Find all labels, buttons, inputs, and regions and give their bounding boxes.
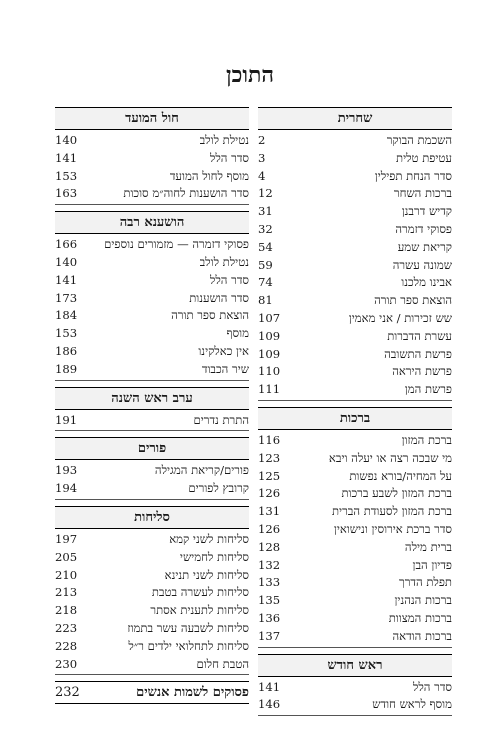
section-entry-list <box>55 529 249 675</box>
toc-entry-page-number: 218 <box>55 603 78 618</box>
toc-entry[interactable] <box>55 413 249 431</box>
toc-entry[interactable] <box>55 621 249 639</box>
section-heading <box>55 681 249 704</box>
toc-entry[interactable] <box>258 680 452 698</box>
toc-entry[interactable] <box>55 186 249 204</box>
toc-entry[interactable] <box>258 169 452 187</box>
toc-entry[interactable] <box>55 362 249 380</box>
toc-entry-label: אין כאלקינו <box>198 343 249 358</box>
toc-entry-label: פרשת היראה <box>392 364 452 379</box>
toc-entry-label: ברכות הנהנין <box>394 593 452 608</box>
toc-entry-page-number: 213 <box>55 585 78 600</box>
toc-entry-label: תפלת הדרך <box>399 575 452 590</box>
toc-section <box>55 211 249 380</box>
toc-entry[interactable] <box>258 258 452 276</box>
section-entry-list <box>55 130 249 205</box>
toc-entry-page-number: 210 <box>55 567 78 582</box>
toc-entry-page-number: 186 <box>55 343 78 358</box>
toc-entry-page-number: 163 <box>55 186 78 201</box>
toc-entry-page-number: 166 <box>55 237 78 252</box>
toc-entry[interactable] <box>258 593 452 611</box>
toc-entry-page-number: 132 <box>258 557 281 572</box>
toc-section <box>55 437 249 500</box>
toc-entry-page-number: 140 <box>55 254 78 269</box>
toc-entry-label: סדר הושענות <box>189 290 249 305</box>
section-entry-list <box>258 677 452 717</box>
toc-entry-page-number: 111 <box>258 382 281 397</box>
toc-entry-label: סליחות לתענית אסתר <box>150 603 249 618</box>
toc-entry-page-number: 230 <box>55 656 78 671</box>
toc-entry[interactable] <box>258 433 452 451</box>
toc-entry[interactable] <box>258 504 452 522</box>
toc-entry[interactable] <box>55 603 249 621</box>
section-heading: שחרית <box>258 107 452 130</box>
toc-entry-page-number: 2 <box>258 133 266 147</box>
toc-entry[interactable] <box>55 481 249 499</box>
toc-entry-label: ברכת המזון <box>401 432 452 447</box>
toc-section <box>55 107 249 205</box>
toc-entry-label: השכמת הבוקר <box>386 133 452 147</box>
toc-section <box>55 387 249 432</box>
section-heading: חול המועד <box>55 107 249 130</box>
toc-column-left <box>55 107 249 710</box>
toc-section <box>55 681 249 704</box>
toc-entry-page-number: 4 <box>258 168 266 183</box>
toc-entry-label: קריאת שמע <box>397 239 452 254</box>
toc-entry-page-number: 3 <box>258 150 266 165</box>
toc-entry[interactable] <box>258 222 452 240</box>
toc-entry[interactable] <box>258 558 452 576</box>
toc-entry-label: סליחות לשבעה עשר בתמוז <box>127 620 249 635</box>
toc-entry-page-number: 126 <box>258 486 281 501</box>
toc-entry-label: פדיון הבן <box>412 557 452 572</box>
toc-entry-label: עטיפת טלית <box>396 150 452 165</box>
toc-entry[interactable] <box>55 273 249 291</box>
toc-entry-label: ברכת המזון לשבע ברכות <box>341 486 452 501</box>
toc-entry[interactable] <box>258 486 452 504</box>
toc-entry[interactable] <box>55 532 249 550</box>
toc-entry-page-number: 109 <box>258 346 281 361</box>
toc-section <box>258 407 452 648</box>
toc-entry[interactable] <box>55 639 249 657</box>
toc-entry[interactable] <box>258 240 452 258</box>
toc-entry[interactable] <box>55 463 249 481</box>
toc-entry-page-number: 123 <box>258 450 281 465</box>
toc-entry[interactable] <box>258 133 452 151</box>
toc-entry-label: סדר הלל <box>209 272 249 287</box>
section-entry-list <box>55 410 249 432</box>
toc-entry[interactable] <box>55 169 249 187</box>
toc-entry-label: אבינו מלכנו <box>401 275 452 290</box>
toc-entry-page-number: 135 <box>258 593 281 608</box>
toc-entry[interactable] <box>55 326 249 344</box>
toc-entry-label: שש זכירות / אני מאמין <box>348 310 452 325</box>
toc-entry-label: סליחות לחמישי <box>179 549 249 564</box>
toc-entry[interactable] <box>55 255 249 273</box>
toc-entry-label: עשרת הדברות <box>387 328 452 343</box>
section-entry-list <box>55 234 249 380</box>
toc-entry-label: שיר הכבוד <box>201 361 249 376</box>
toc-entry-label: פסוקי דזמרה — מזמורים נוספים <box>104 237 249 252</box>
toc-entry[interactable] <box>258 522 452 540</box>
toc-entry-label: ברית מילה <box>404 539 452 554</box>
toc-entry[interactable] <box>258 540 452 558</box>
toc-entry[interactable] <box>258 451 452 469</box>
toc-entry[interactable] <box>258 329 452 347</box>
toc-section <box>55 506 249 675</box>
section-heading: הושענא רבה <box>55 211 249 234</box>
toc-entry[interactable] <box>258 697 452 715</box>
section-entry-list <box>55 460 249 500</box>
toc-entry-label: הטבת חלום <box>196 656 249 671</box>
toc-entry-label: שמונה עשרה <box>392 257 452 272</box>
toc-entry[interactable] <box>258 611 452 629</box>
toc-entry-page-number: 74 <box>258 275 273 290</box>
toc-entry-page-number: 116 <box>258 432 281 447</box>
toc-entry-page-number: 173 <box>55 290 78 305</box>
toc-entry-page-number: 125 <box>258 468 281 483</box>
toc-entry-label: ברכות המצוות <box>388 610 452 625</box>
toc-entry-page-number: 223 <box>55 620 78 635</box>
section-heading: ראש חודש <box>258 654 452 677</box>
toc-entry-page-number: 197 <box>55 531 78 546</box>
toc-entry-page-number: 109 <box>258 328 281 343</box>
toc-entry[interactable] <box>258 469 452 487</box>
toc-entry-label: פרשת התשובה <box>384 346 452 361</box>
toc-entry-page-number: 191 <box>55 412 78 427</box>
toc-entry[interactable] <box>258 364 452 382</box>
toc-entry-page-number: 54 <box>258 239 273 254</box>
section-heading: סליחות <box>55 506 249 529</box>
toc-entry-page-number: 141 <box>55 272 78 287</box>
section-entry-list <box>258 130 452 401</box>
toc-entry-page-number: 59 <box>258 257 273 272</box>
toc-entry[interactable] <box>258 293 452 311</box>
toc-entry-page-number: 131 <box>258 504 281 519</box>
toc-entry[interactable] <box>55 308 249 326</box>
toc-entry[interactable] <box>55 291 249 309</box>
toc-entry-page-number: 141 <box>258 679 281 694</box>
toc-entry-page-number: 184 <box>55 308 78 323</box>
toc-entry-page-number: 205 <box>55 549 78 564</box>
toc-entry-page-number: 12 <box>258 186 273 201</box>
toc-entry[interactable] <box>55 568 249 586</box>
toc-entry-page-number: 137 <box>258 628 281 643</box>
toc-entry-label: סליחות לעשרה בטבת <box>151 585 249 600</box>
toc-entry-label: סדר ברכת אירוסין ונישואין <box>333 521 452 536</box>
toc-entry-page-number: 153 <box>55 168 78 183</box>
section-heading-label: פסוקים לשמות אנשים <box>136 685 249 701</box>
toc-entry[interactable] <box>55 657 249 675</box>
toc-entry-page-number: 141 <box>55 150 78 165</box>
toc-entry-label: מוסף לראש חודש <box>372 697 452 712</box>
toc-entry-page-number: 126 <box>258 521 281 536</box>
toc-entry-label: סליחות לשני תנינא <box>164 567 249 582</box>
toc-section <box>258 107 452 401</box>
toc-entry[interactable] <box>258 629 452 647</box>
toc-entry-page-number: 128 <box>258 539 281 554</box>
toc-entry-page-number: 194 <box>55 481 78 496</box>
section-entry-list <box>258 430 452 648</box>
toc-entry-label: על המחיה/בורא נפשות <box>349 468 452 483</box>
section-heading: פורים <box>55 437 249 460</box>
toc-entry[interactable] <box>258 382 452 400</box>
toc-entry[interactable] <box>258 151 452 169</box>
toc-entry[interactable] <box>55 585 249 603</box>
toc-entry-label: סליחות לשני קמא <box>169 531 249 546</box>
page-title: התוכן <box>225 62 275 88</box>
toc-entry-label: מוסף לחול המועד <box>169 168 249 183</box>
toc-entry-page-number: 228 <box>55 638 78 653</box>
toc-entry-label: ברכת המזון לסעודת הברית <box>331 504 452 519</box>
toc-entry-label: סדר הנחת תפילין <box>374 168 452 183</box>
toc-entry-page-number: 193 <box>55 463 78 478</box>
toc-entry-label: מוסף <box>226 326 249 341</box>
toc-entry-label: סדר הלל <box>209 150 249 165</box>
toc-entry-page-number: 146 <box>258 697 281 712</box>
toc-entry-page-number: 153 <box>55 326 78 341</box>
toc-entry-page-number: 110 <box>258 364 281 379</box>
toc-entry-page-number: 107 <box>258 310 281 325</box>
toc-entry-label: פרשת המן <box>404 382 452 397</box>
toc-entry-label: מי שבכה רצה או יעלה ויבא <box>328 450 452 465</box>
section-heading-page: 232 <box>55 685 80 701</box>
toc-entry-label: קרובץ לפורים <box>188 481 249 496</box>
toc-entry-label: קדיש דרבנן <box>401 204 452 219</box>
toc-entry-page-number: 133 <box>258 575 281 590</box>
toc-entry-label: התרת נדרים <box>193 412 249 427</box>
toc-entry-page-number: 31 <box>258 204 273 219</box>
section-heading: ברכות <box>258 407 452 430</box>
toc-entry-label: ברכות השחר <box>393 186 452 201</box>
toc-entry-label: סליחות לתחלואי ילדים ר״ל <box>128 638 249 653</box>
toc-entry[interactable] <box>258 575 452 593</box>
toc-entry-page-number: 189 <box>55 361 78 376</box>
toc-entry[interactable] <box>55 133 249 151</box>
toc-entry-label: סדר הלל <box>412 679 452 694</box>
toc-entry-label: הוצאת ספר תורה <box>171 308 249 323</box>
toc-entry[interactable] <box>258 186 452 204</box>
toc-entry[interactable] <box>55 550 249 568</box>
toc-entry-label: הוצאת ספר תורה <box>374 293 452 308</box>
toc-entry-page-number: 140 <box>55 133 78 147</box>
toc-entry-label: נטילת לולב <box>199 133 249 147</box>
section-heading: ערב ראש השנה <box>55 387 249 410</box>
toc-entry-label: פסוקי דזמרה <box>395 221 452 236</box>
toc-entry-label: נטילת לולב <box>199 254 249 269</box>
toc-entry[interactable] <box>258 275 452 293</box>
toc-entry[interactable] <box>55 151 249 169</box>
toc-entry-label: סדר הושענות לחוה״מ סוכות <box>123 186 249 201</box>
toc-section <box>258 654 452 717</box>
toc-entry[interactable] <box>258 204 452 222</box>
toc-entry[interactable] <box>55 237 249 255</box>
toc-entry[interactable] <box>55 344 249 362</box>
toc-entry-label: פורים/קריאת המגילה <box>154 463 249 478</box>
toc-entry-page-number: 136 <box>258 610 281 625</box>
toc-entry[interactable] <box>258 311 452 329</box>
toc-entry[interactable] <box>258 347 452 365</box>
toc-entry-label: ברכות הודאה <box>392 628 452 643</box>
toc-entry-page-number: 81 <box>258 293 273 308</box>
toc-column-right <box>258 107 452 722</box>
toc-entry-page-number: 32 <box>258 221 273 236</box>
